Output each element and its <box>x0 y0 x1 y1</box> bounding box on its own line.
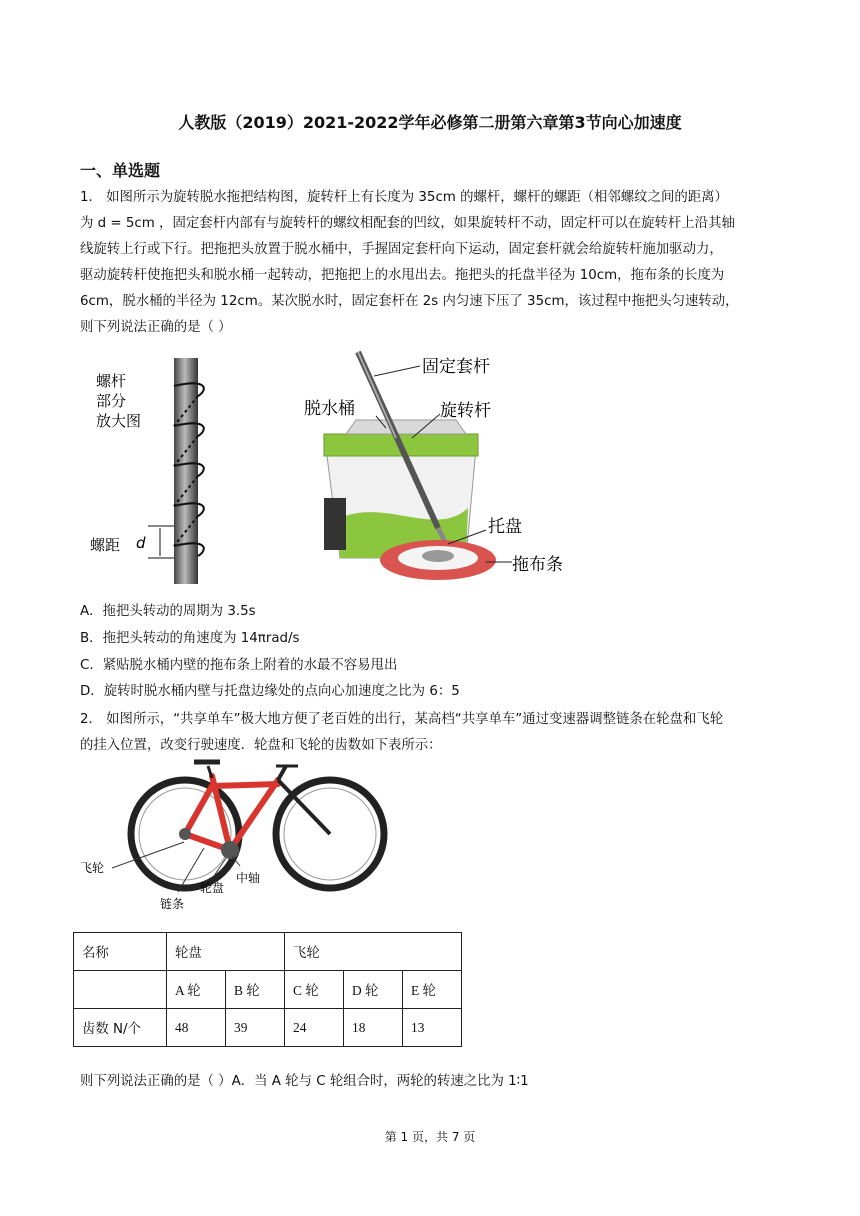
table-cell-wheel-c: C 轮 <box>285 971 344 1009</box>
q1-line-2: 为 d = 5cm ，固定套杆内部有与旋转杆的螺纹相配套的凹纹，如果旋转杆不动，固定杆可以在旋转杆上沿其轴 <box>80 216 735 231</box>
mop-figure <box>304 348 576 588</box>
table-cell-count-d: 18 <box>344 1009 403 1047</box>
section-heading: 一、单选题 <box>80 161 161 180</box>
label-rotating-rod: 旋转杆 <box>440 401 491 421</box>
q1-option-c: C．紧贴脱水桶内壁的拖布条上附着的水最不容易甩出 <box>80 658 398 673</box>
q2-line-1: 2． 如图所示，“共享单车”极大地方便了老百姓的出行，某高档“共享单车”通过变速器调整链条在轮盘和飞轮 <box>80 712 724 727</box>
label-bucket: 脱水桶 <box>304 399 355 419</box>
q1-line-6: 则下列说法正确的是（ ） <box>80 320 232 335</box>
table-row-label: 齿数 N/个 <box>74 1009 167 1047</box>
label-axle: 中轴 <box>236 871 261 885</box>
table-cell-wheel-d: D 轮 <box>344 971 403 1009</box>
screw-label-1: 螺杆 <box>96 372 127 390</box>
table-cell-wheel-b: B 轮 <box>226 971 285 1009</box>
label-tray: 托盘 <box>488 517 522 537</box>
table-header-chainring: 轮盘 <box>167 933 285 971</box>
q2-tail-prompt: 则下列说法正确的是（ ） <box>80 1074 232 1089</box>
q1-line-4: 驱动旋转杆使拖把头和脱水桶一起转动，把拖把上的水甩出去。拖把头的托盘半径为 10cm，拖布条的长度为 <box>80 268 725 283</box>
teeth-table <box>73 932 462 1047</box>
pitch-label: 螺距 <box>90 536 121 554</box>
table-cell-count-b: 39 <box>226 1009 285 1047</box>
bike-figure <box>80 758 370 918</box>
page-title: 人教版（2019）2021-2022学年必修第二册第六章第3节向心加速度 <box>178 113 682 132</box>
label-flywheel: 飞轮 <box>80 861 105 875</box>
label-chainring: 轮盘 <box>200 881 225 895</box>
table-row <box>74 1009 462 1047</box>
q2-tail <box>80 1070 529 1089</box>
q2-line-2: 的挂入位置，改变行驶速度．轮盘和飞轮的齿数如下表所示： <box>80 738 442 753</box>
q2-option-a: A．当 A 轮与 C 轮组合时，两轮的转速之比为 1∶1 <box>231 1074 529 1089</box>
q1-option-d: D．旋转时脱水桶内壁与托盘边缘处的点向心加速度之比为 6：5 <box>80 684 460 699</box>
q1-option-a: A．拖把头转动的周期为 3.5s <box>80 604 256 619</box>
page-footer: 第 1 页，共 7 页 <box>384 1130 476 1144</box>
screw-label-2: 部分 <box>96 392 127 410</box>
label-fixed-rod: 固定套杆 <box>422 357 490 377</box>
pitch-symbol: d <box>136 534 146 552</box>
label-chain: 链条 <box>160 897 185 911</box>
table-cell-wheel-e: E 轮 <box>403 971 462 1009</box>
screw-figure <box>88 356 218 588</box>
table-cell-count-a: 48 <box>167 1009 226 1047</box>
q1-line-5: 6cm，脱水桶的半径为 12cm。某次脱水时，固定套杆在 2s 内匀速下压了 35cm，该过程中拖把头匀速转动， <box>80 294 739 309</box>
q1-line-3: 线旋转上行或下行。把拖把头放置于脱水桶中，手握固定套杆向下运动，固定套杆就会给旋转杆施加驱动力， <box>80 242 723 257</box>
q1-option-b: B．拖把头转动的角速度为 14πrad/s <box>80 631 300 646</box>
table-cell-count-c: 24 <box>285 1009 344 1047</box>
table-cell <box>74 971 167 1009</box>
screw-label-3: 放大图 <box>96 412 142 430</box>
table-cell-count-e: 13 <box>403 1009 462 1047</box>
table-cell-wheel-a: A 轮 <box>167 971 226 1009</box>
table-header-name: 名称 <box>74 933 167 971</box>
label-cloth: 拖布条 <box>512 555 563 575</box>
q1-line-1: 1． 如图所示为旋转脱水拖把结构图，旋转杆上有长度为 35cm 的螺杆，螺杆的螺距（相邻螺纹之间的距离） <box>80 190 728 205</box>
table-header-flywheel: 飞轮 <box>285 933 462 971</box>
table-row <box>74 933 462 971</box>
table-row <box>74 971 462 1009</box>
